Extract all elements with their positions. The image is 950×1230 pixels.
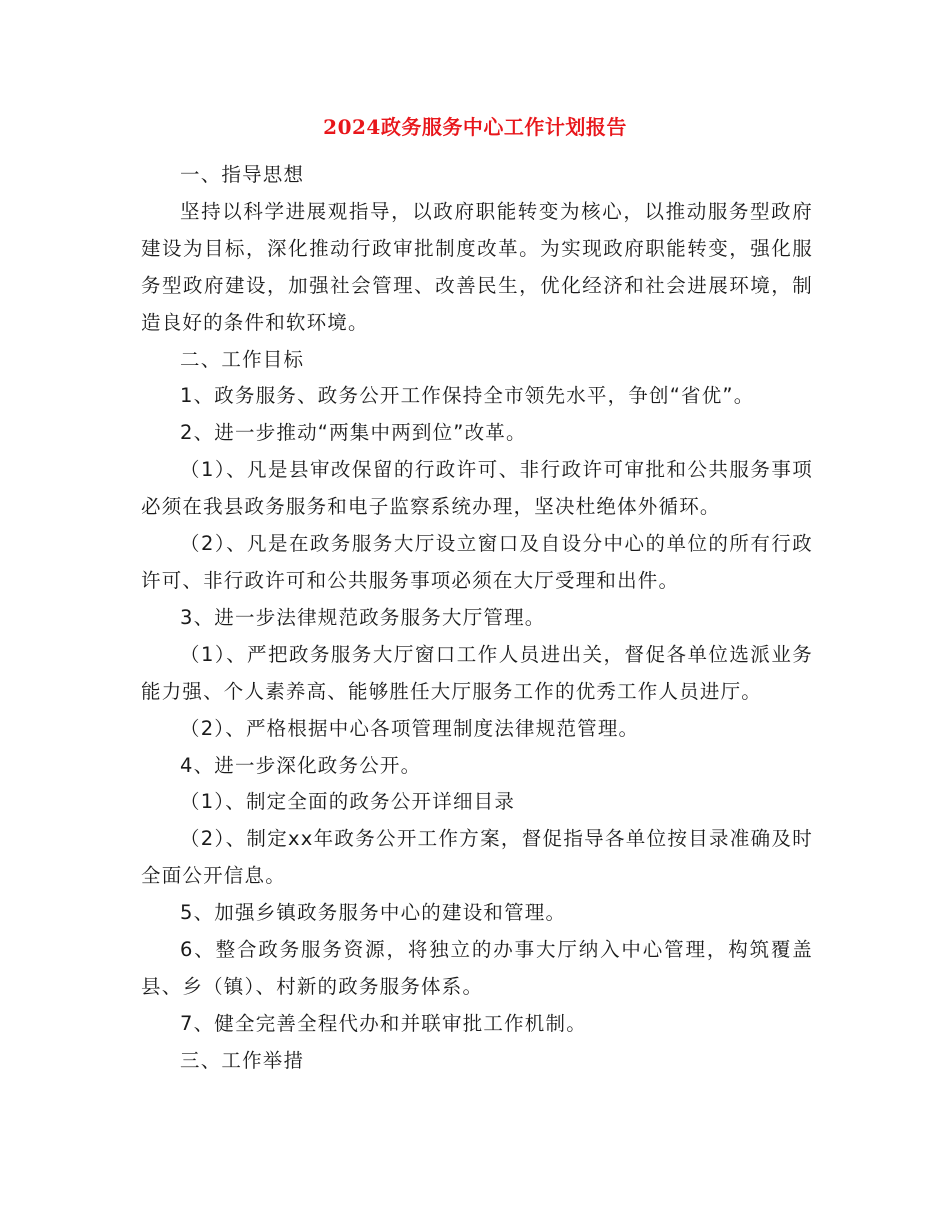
list-item-goal-7: 7、健全完善全程代办和并联审批工作机制。 [180,1011,587,1035]
list-item-goal-1: 1、政务服务、政务公开工作保持全市领先水平，争创“省优”。 [180,384,755,408]
sub-item-goal-3-1: （1）、严把政务服务大厅窗口工作人员进出关，督促各单位选派业务能力强、个人素养高、能够胜任大厅服务工作的优秀工作人员进厅。 [141,642,813,703]
sub-item-goal-2-1: （1）、凡是县审改保留的行政许可、非行政许可审批和公共服务事项必须在我县政务服务和电子监察系统办理，坚决杜绝体外循环。 [141,458,813,519]
list-item-goal-3: 3、进一步法律规范政务服务大厅管理。 [180,605,546,629]
list-item-goal-5: 5、加强乡镇政务服务中心的建设和管理。 [180,901,567,925]
document-title: 2024政务服务中心工作计划报告 [323,115,627,139]
section-heading-work-goals: 二、工作目标 [180,347,305,371]
list-item-goal-6: 6、整合政务服务资源，将独立的办事大厅纳入中心管理，构筑覆盖县、乡（镇）、村新的政务服务体系。 [141,938,813,998]
section-heading-work-measures: 三、工作举措 [180,1048,305,1072]
document-body [141,157,813,1080]
sub-item-goal-4-2: （2）、制定xx年政务公开工作方案，督促指导各单位按目录准确及时全面公开信息。 [141,827,813,888]
section-heading-guiding-ideology: 一、指导思想 [180,163,305,186]
sub-item-goal-2-2: （2）、凡是在政务服务大厅设立窗口及自设分中心的单位的所有行政许可、非行政许可和公共服务事项必须在大厅受理和出件。 [141,532,813,592]
sub-item-goal-4-1: （1）、制定全面的政务公开详细目录 [180,790,516,814]
list-item-goal-2: 2、进一步推动“两集中两到位”改革。 [180,421,527,445]
paragraph-guiding-ideology: 坚持以科学进展观指导，以政府职能转变为核心，以推动服务型政府建设为目标，深化推动行政审批制度改革。为实现政府职能转变，强化服务型政府建设，加强社会管理、改善民生，优化经济和社会进展环境，制造良好的条件和软环境。 [141,199,813,334]
list-item-goal-4: 4、进一步深化政务公开。 [180,753,422,777]
sub-item-goal-3-2: （2）、严格根据中心各项管理制度法律规范管理。 [180,716,640,740]
